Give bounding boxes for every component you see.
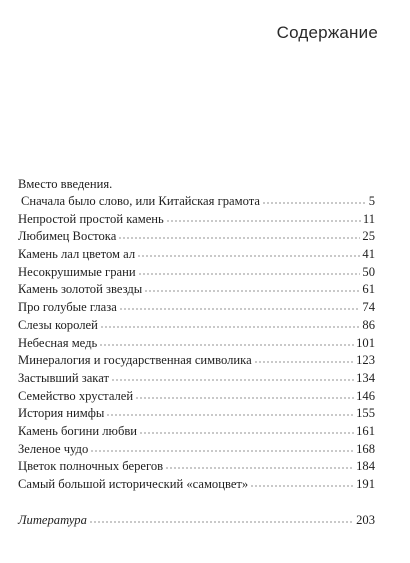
toc-entry-page: 11 xyxy=(362,211,375,226)
toc-entry-page: 123 xyxy=(356,353,375,368)
toc-entry-title: История нимфы xyxy=(18,406,105,421)
toc-entry-title: Самый большой исторический «самоцвет» xyxy=(18,477,249,491)
toc-entry-title: Непростой простой камень xyxy=(18,211,164,226)
dot-leader xyxy=(106,414,354,416)
toc-entry-page: 161 xyxy=(356,423,375,438)
toc-entry-page: 101 xyxy=(356,335,375,350)
toc-entry-title: Несокрушимые грани xyxy=(18,264,136,279)
toc-entry xyxy=(18,299,375,317)
toc-entry-title: Небесная медь xyxy=(18,335,98,350)
toc-entry xyxy=(18,441,375,459)
dot-leader xyxy=(119,308,361,310)
toc-entry xyxy=(18,193,375,211)
dot-leader xyxy=(100,326,361,328)
toc-entry xyxy=(18,228,375,246)
dot-leader xyxy=(138,273,361,275)
dot-leader xyxy=(144,290,360,292)
toc-entry-title: Литература xyxy=(18,512,87,527)
dot-leader xyxy=(137,255,360,257)
toc-entry-page: 61 xyxy=(362,282,375,297)
toc-entry-page: 50 xyxy=(362,264,375,279)
toc-entry-page: 191 xyxy=(356,477,375,491)
toc-entry-title: Камень лал цветом ал xyxy=(18,247,136,262)
toc-entry-page: 5 xyxy=(368,194,375,208)
toc-entry-title: Зеленое чудо xyxy=(18,441,89,456)
toc-entry-title: Цветок полночных берегов xyxy=(18,459,164,474)
toc-entry xyxy=(18,211,375,229)
toc-entry-page: 74 xyxy=(362,300,375,315)
toc-entry-page: 155 xyxy=(356,406,375,421)
toc-entry-page: 86 xyxy=(362,317,375,332)
toc-entry-literature xyxy=(18,512,375,530)
toc-entry xyxy=(18,388,375,406)
dot-leader xyxy=(135,397,354,399)
toc-entry-title: Застывший закат xyxy=(18,370,109,385)
toc-entry-page: 134 xyxy=(356,370,375,385)
dot-leader xyxy=(89,521,354,523)
toc-entry xyxy=(18,405,375,423)
toc-entry xyxy=(18,423,375,441)
toc-entry xyxy=(18,246,375,264)
toc-entry-title: Сначала было слово, или Китайская грамота xyxy=(21,194,260,208)
toc-entry xyxy=(18,476,375,494)
dot-leader xyxy=(250,485,354,487)
table-of-contents xyxy=(18,176,375,529)
dot-leader xyxy=(262,202,367,204)
toc-entry-page: 25 xyxy=(362,229,375,244)
toc-entry xyxy=(18,370,375,388)
toc-entry-page: 203 xyxy=(356,512,375,527)
toc-entry-title: Семейство хрусталей xyxy=(18,388,134,403)
toc-entry xyxy=(18,458,375,476)
toc-entry xyxy=(18,264,375,282)
dot-leader xyxy=(254,361,354,363)
dot-leader xyxy=(90,450,354,452)
toc-entry-title: Камень золотой звезды xyxy=(18,282,143,297)
dot-leader xyxy=(139,432,354,434)
dot-leader xyxy=(118,237,360,239)
toc-entry-title: Камень богини любви xyxy=(18,423,138,438)
toc-entry-page: 146 xyxy=(356,388,375,403)
toc-entry-page: 168 xyxy=(356,441,375,456)
dot-leader xyxy=(111,379,354,381)
toc-entry xyxy=(18,317,375,335)
toc-entry-title: Слезы королей xyxy=(18,317,98,332)
toc-entry-page: 184 xyxy=(356,459,375,474)
toc-intro-heading: Вместо введения. xyxy=(18,177,113,191)
toc-entry-title: Минералогия и государственная символика xyxy=(18,353,252,368)
dot-leader xyxy=(165,467,354,469)
toc-entry-title: Любимец Востока xyxy=(18,229,117,244)
toc-entry-page: 41 xyxy=(362,247,375,262)
toc-entry xyxy=(18,352,375,370)
page-title: Содержание xyxy=(276,23,378,42)
toc-entry xyxy=(18,281,375,299)
dot-leader xyxy=(166,220,361,222)
dot-leader xyxy=(99,344,354,346)
toc-entry-title: Про голубые глаза xyxy=(18,300,117,315)
toc-entry xyxy=(18,335,375,353)
